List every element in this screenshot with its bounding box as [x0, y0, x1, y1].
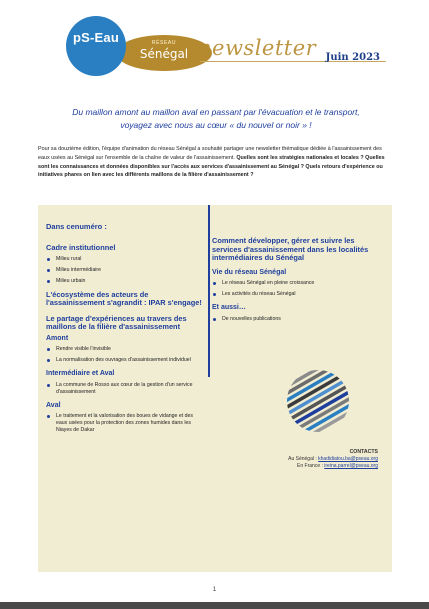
logo-pseau-label: pS-Eau [73, 30, 119, 45]
toc-heading-cadre: Cadre institutionnel [46, 243, 116, 252]
list-item: La normalisation des ouvrages d'assainissement individuel [46, 357, 202, 364]
viewer-bottom-bar [0, 602, 429, 609]
intro-title-line-2: voyagez avec nous au cœur « du nouvel or noir » ! [120, 120, 312, 130]
toc-list-cadre [46, 256, 202, 285]
toc-subheading-aval: Aval [46, 401, 61, 409]
toc-title: Dans cenuméro : [46, 222, 107, 231]
list-item: Les activités du réseau Sénégal [212, 291, 382, 298]
list-item: De nouvelles publications [212, 316, 382, 323]
toc-left-column [46, 222, 202, 440]
page-number: 1 [212, 587, 217, 593]
intro-title-line-1: Du maillon amont au maillon aval en passant par l'évacuation et le transport, [72, 107, 360, 117]
newsletter-wordmark: newsletter [198, 36, 317, 60]
logo-reseau-label: RÉSEAU [151, 40, 177, 46]
toc-list-aval [46, 413, 202, 434]
toc-subheading-intermediaire: Intermédiaire et Aval [46, 370, 115, 377]
toc-list-et-aussi [212, 316, 382, 323]
list-item: Milieu intermédiaire [46, 267, 202, 274]
toc-heading-partage: Le partage d'expériences au travers des maillons de la filière d'assainissement [46, 313, 187, 331]
contact-senegal-prefix: Au Sénégal : [288, 456, 319, 462]
list-item: Milieu rural [46, 256, 202, 263]
toc-heading-et-aussi: Et aussi… [212, 304, 246, 311]
toc-heading-vie-reseau: Vie du réseau Sénégal [212, 268, 287, 276]
toc-subheading-amont: Amont [46, 334, 69, 342]
list-item: Milieu urbain [46, 278, 202, 285]
contacts-block [220, 449, 378, 470]
newsletter-header [0, 0, 429, 80]
issue-date: Juin 2023 [325, 52, 380, 63]
intro-paragraph-text: Pour sa douzième édition, l'équipe d'animation du réseau Sénégal a souhaité partager une newsletter thématique dédiée à l'assainissement des eaux usées au Sénégal sur l'ensemble de la chaîne de valeur de l'assainissement. [38, 146, 382, 161]
toc-list-intermediaire [46, 382, 202, 396]
toc-list-vie-reseau [212, 280, 382, 298]
striped-circle-graphic [286, 369, 350, 433]
table-of-contents-divider [208, 205, 210, 377]
pseau-logo-circle [66, 16, 126, 76]
contact-france-prefix: En France : [297, 463, 325, 469]
logo-senegal-label: Sénégal [139, 47, 189, 61]
list-item: Rendre visible l'invisible [46, 346, 202, 353]
intro-paragraph [38, 145, 394, 180]
toc-list-amont [46, 346, 202, 364]
contacts-label: CONTACTS [349, 449, 378, 455]
contact-france-email-link[interactable]: ireina.parrel@pseau.org [324, 463, 378, 469]
list-item: Le réseau Sénégal en pleine croissance [212, 280, 382, 287]
contact-senegal [220, 456, 378, 463]
list-item: Le traitement et la valorisation des boues de vidange et des eaux usées pour la protection des zones humides dans les Niayes de Dakar [46, 413, 202, 434]
toc-heading-ecosysteme: L'écosystème des acteurs de l'assainissement s'agrandit : IPAR s'engage! [46, 289, 202, 307]
list-item: La commune de Rosso aux cœur de la gestion d'un service d'assainissement [46, 382, 202, 396]
contact-france [220, 463, 378, 470]
toc-right-column [212, 237, 382, 329]
intro-title [38, 106, 394, 132]
contact-senegal-email-link[interactable]: khadidiatou.ba@pseau.org [318, 456, 378, 462]
toc-heading-developper: Comment développer, gérer et suivre les services d'assainissement dans les localités intermédiaires du Sénégal [212, 236, 369, 262]
intro-paragraph-questions: Quelles sont les stratégies nationales et locales ? Quelles sont les connaissances et données disponibles sur l'accès aux services d'assainissement au Sénégal ? Quels retours d'expérience ou initiatives phares on lien avec les différents maillons de la filière d'assainissement ? [38, 154, 385, 179]
